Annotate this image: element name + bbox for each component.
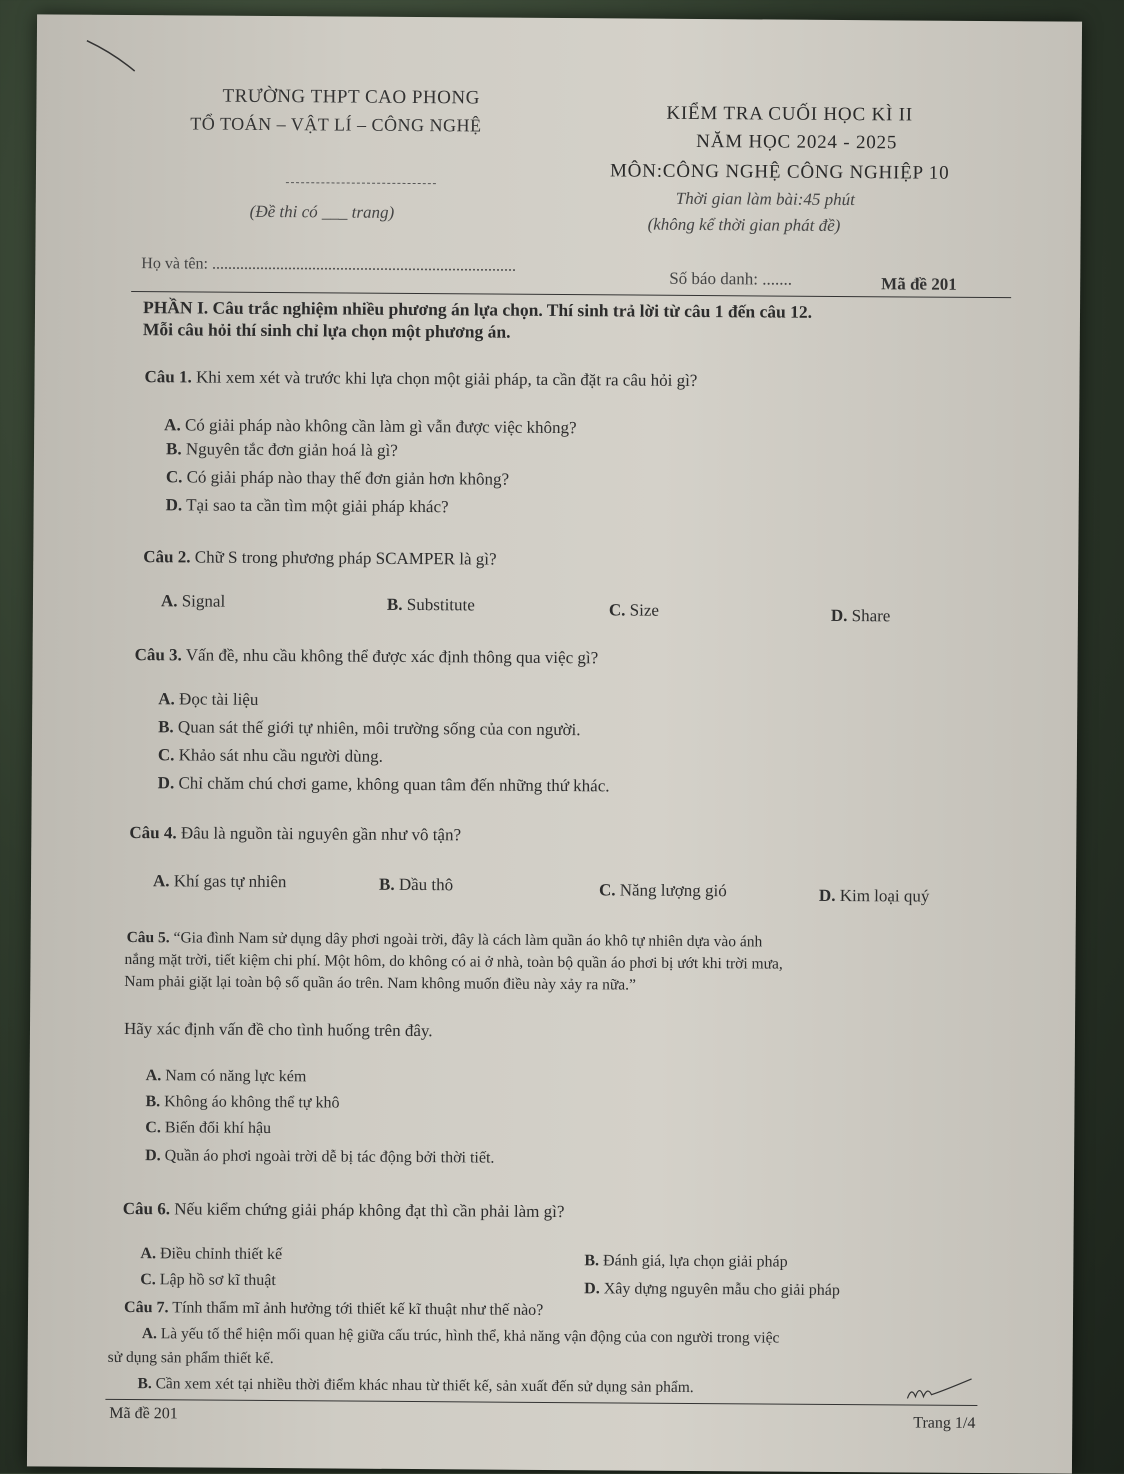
question-4: [129, 823, 461, 845]
option-label: B.: [158, 717, 174, 737]
option-label: C.: [598, 880, 616, 900]
footer-exam-code: Mã đề 201: [109, 1404, 178, 1423]
question-6-text: Nếu kiểm chứng giải pháp không đạt thì cần phải làm gì?: [174, 1199, 565, 1222]
q1-option-a: [164, 415, 577, 438]
option-label: A.: [152, 871, 170, 891]
option-text: Signal: [181, 591, 226, 611]
part1-instruction: Mỗi câu hỏi thí sinh chỉ lựa chọn một phương án.: [142, 319, 511, 342]
option-text: Có giải pháp nào thay thế đơn giản hơn không?: [186, 467, 510, 489]
option-label: C.: [608, 600, 626, 620]
option-label: C.: [157, 745, 175, 765]
question-5-prompt: Hãy xác định vấn đề cho tình huống trên đây.: [123, 1019, 433, 1041]
option-label: D.: [165, 495, 183, 515]
question-7-number: Câu 7.: [123, 1299, 169, 1317]
option-text: Biến đổi khí hậu: [164, 1119, 272, 1138]
option-text: Đọc tài liệu: [179, 689, 259, 709]
q3-option-d: [158, 773, 610, 796]
subject-name: MÔN:CÔNG NGHỆ CÔNG NGHIỆP 10: [609, 160, 950, 184]
q7-option-a: [142, 1325, 780, 1347]
question-5-number: Câu 5.: [126, 929, 170, 947]
option-label: D.: [157, 773, 175, 793]
school-year: NĂM HỌC 2024 - 2025: [696, 130, 898, 154]
option-label: A.: [164, 415, 181, 435]
school-name: TRƯỜNG THPT CAO PHONG: [222, 85, 480, 109]
exam-paper: [27, 14, 1082, 1473]
q4-option-a: [153, 871, 287, 892]
option-text: Substitute: [406, 594, 475, 615]
question-1-number: Câu 1.: [144, 367, 192, 387]
q6-option-a: [140, 1245, 282, 1264]
option-text: Đánh giá, lựa chọn giải pháp: [603, 1252, 788, 1271]
option-label: B.: [584, 1252, 600, 1270]
q3-option-a: [158, 689, 258, 710]
option-text: Là yếu tố thể hiện mối quan hệ giữa cấu trúc, hình thể, khả năng vận động của con người trong việc: [160, 1325, 780, 1347]
option-text: Khí gas tự nhiên: [173, 871, 287, 892]
question-5-line2: nắng mặt trời, tiết kiệm chi phí. Một hôm, do không có ai ở nhà, toàn bộ quần áo phơi bị ướt khi trời mưa,: [124, 951, 783, 973]
option-label: B.: [378, 874, 395, 894]
option-text: Không áo không thể tự khô: [164, 1093, 340, 1112]
header-divider: [286, 182, 436, 184]
signature-icon: [901, 1368, 981, 1409]
option-label: B.: [386, 594, 403, 614]
q1-option-b: [166, 439, 398, 461]
q3-option-c: [158, 745, 383, 767]
q5-option-d: [145, 1147, 494, 1167]
option-text: Share: [851, 606, 891, 626]
q2-option-b: [387, 595, 475, 616]
q2-option-a: [161, 591, 225, 611]
option-label: A.: [158, 689, 175, 709]
question-7: [124, 1299, 543, 1320]
footer-page-number: Trang 1/4: [913, 1414, 976, 1432]
pages-note: (Đề thi có ___ trang): [249, 201, 395, 222]
option-text: Cần xem xét tại nhiều thời điểm khác nhau từ thiết kế, sản xuất đến sử dụng sản phẩm.: [155, 1375, 694, 1396]
question-7-text: Tính thẩm mĩ ảnh hưởng tới thiết kế kĩ thuật như thế nào?: [172, 1299, 544, 1319]
option-text: Chỉ chăm chú chơi game, không quan tâm đến những thứ khác.: [178, 773, 610, 796]
department-name: TỔ TOÁN – VẬT LÍ – CÔNG NGHỆ: [190, 113, 482, 136]
option-label: A.: [140, 1245, 157, 1263]
option-label: D.: [818, 885, 836, 905]
exam-code: Mã đề 201: [881, 274, 957, 294]
option-text: Lập hồ sơ kĩ thuật: [159, 1271, 276, 1290]
q5-option-a: [146, 1067, 307, 1086]
option-text: Nguyên tắc đơn giản hoá là gì?: [185, 439, 398, 460]
question-5: [127, 929, 763, 951]
option-text: Nam có năng lực kém: [165, 1067, 307, 1086]
q4-option-c: [599, 880, 727, 901]
q7-option-a-cont: sử dụng sản phẩm thiết kế.: [107, 1348, 274, 1368]
pen-mark-icon: [83, 35, 143, 75]
question-4-number: Câu 4.: [129, 823, 177, 843]
exam-time: Thời gian làm bài:45 phút: [675, 188, 855, 210]
question-1: [144, 367, 697, 391]
option-label: D.: [830, 605, 848, 626]
option-text: Điều chỉnh thiết kế: [159, 1245, 283, 1264]
exam-title: KIỂM TRA CUỐI HỌC KÌ II: [666, 102, 914, 126]
question-2: [143, 547, 496, 569]
footer-rule: [105, 1399, 977, 1406]
question-5-line3: Nam phải giặt lại toàn bộ số quần áo trên. Nam không muốn điều này xảy ra nữa.”: [124, 973, 636, 994]
option-label: B.: [165, 439, 182, 459]
option-text: Khảo sát nhu cầu người dùng.: [178, 745, 383, 766]
question-1-text: Khi xem xét và trước khi lựa chọn một giải pháp, ta cần đặt ra câu hỏi gì?: [195, 367, 698, 390]
question-6: [123, 1199, 565, 1222]
option-text: Quần áo phơi ngoài trời dễ bị tác động bởi thời tiết.: [164, 1147, 495, 1167]
option-label: C.: [140, 1271, 156, 1289]
option-text: Dầu thô: [398, 874, 454, 895]
student-id-label: Số báo danh: .......: [669, 268, 793, 289]
q2-option-d: [831, 606, 891, 626]
option-text: Có giải pháp nào không cần làm gì vẫn được việc không?: [184, 415, 577, 438]
q5-option-b: [145, 1093, 339, 1112]
q4-option-d: [819, 886, 930, 907]
option-text: Kim loại quý: [839, 885, 930, 906]
option-label: D.: [584, 1280, 600, 1298]
option-label: C.: [145, 1119, 161, 1137]
option-label: B.: [145, 1093, 161, 1111]
option-text: Size: [629, 600, 660, 620]
question-5-line1: “Gia đình Nam sử dụng dây phơi ngoài trời, đây là cách làm quần áo khô tự nhiên dựa vào ánh: [173, 929, 763, 951]
question-2-number: Câu 2.: [143, 547, 191, 567]
exam-time-note: (không kể thời gian phát đề): [647, 214, 841, 235]
option-text: Quan sát thế giới tự nhiên, môi trường sống của con người.: [177, 717, 581, 740]
option-label: D.: [145, 1147, 161, 1165]
question-3-text: Vấn đề, nhu cầu không thể được xác định thông qua việc gì?: [185, 645, 599, 668]
q3-option-b: [158, 717, 581, 740]
part1-line1: PHẦN I. Câu trắc nghiệm nhiều phương án lựa chọn. Thí sinh trả lời từ câu 1 đến câu 12.: [142, 297, 813, 322]
question-6-number: Câu 6.: [122, 1198, 171, 1219]
student-name-label: Họ và tên: ............................................................................: [141, 255, 517, 275]
option-text: Xây dựng nguyên mẫu cho giải pháp: [603, 1280, 840, 1300]
q2-option-c: [609, 600, 659, 620]
question-4-text: Đâu là nguồn tài nguyên gần như vô tận?: [180, 823, 462, 845]
q1-option-c: [166, 467, 509, 489]
q4-option-b: [379, 875, 453, 896]
option-label: C.: [165, 467, 183, 487]
q1-option-d: [166, 495, 449, 517]
option-label: A.: [160, 591, 178, 611]
option-label: A.: [141, 1325, 158, 1343]
q5-option-c: [145, 1119, 271, 1138]
q6-option-c: [140, 1271, 276, 1290]
option-label: A.: [145, 1067, 162, 1085]
q6-option-d: [584, 1280, 840, 1300]
question-3-number: Câu 3.: [134, 645, 182, 665]
option-text: Năng lượng gió: [619, 880, 727, 901]
question-2-text: Chữ S trong phương pháp SCAMPER là gì?: [194, 547, 497, 569]
question-3: [135, 645, 599, 668]
q7-option-b: [137, 1375, 693, 1397]
option-label: B.: [137, 1375, 152, 1393]
option-text: Tại sao ta cần tìm một giải pháp khác?: [186, 495, 449, 517]
q6-option-b: [584, 1252, 787, 1271]
